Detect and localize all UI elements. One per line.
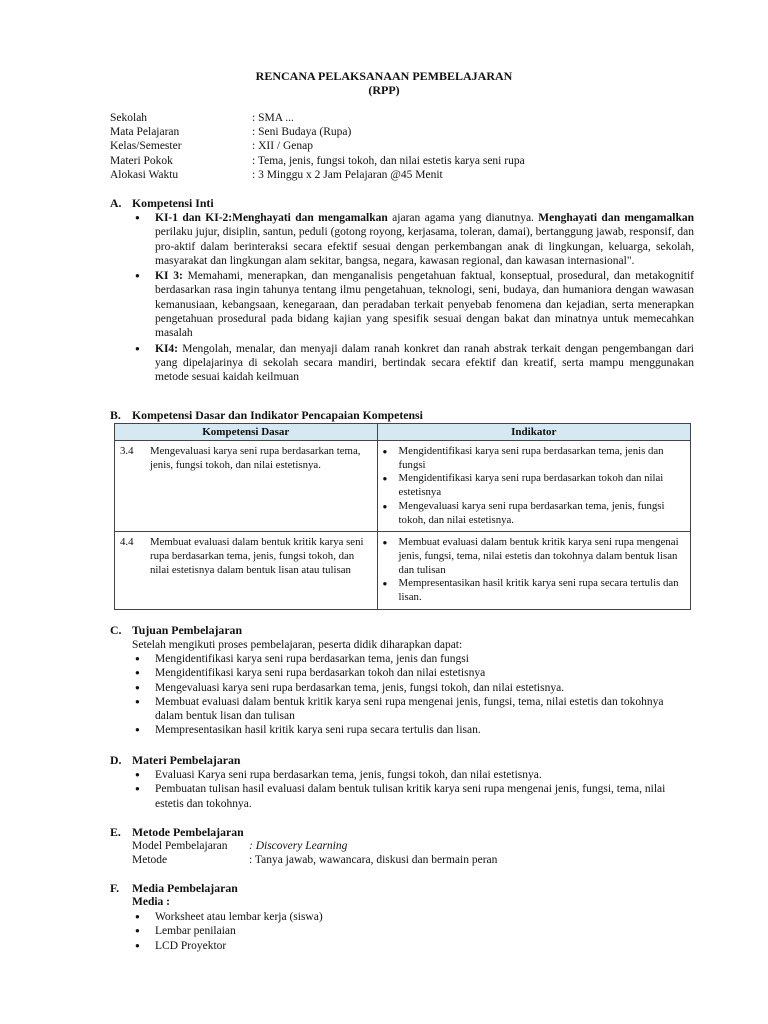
info-row <box>110 111 525 125</box>
table-header: Indikator <box>377 424 690 441</box>
tujuan-list <box>133 652 693 738</box>
metode-block <box>132 839 497 867</box>
list-item: ● LCD Proyektor <box>133 939 693 953</box>
table-header: Kompetensi Dasar <box>115 424 378 441</box>
table-cell <box>377 532 690 610</box>
list-item: ● Pembuatan tulisan hasil evaluasi dalam bentuk tulisan kritik karya seni rupa mengenai jenis, fungsi, tema, nilai estetis dan tokohnya. <box>133 782 693 811</box>
section-letter: C. <box>110 623 122 637</box>
list-item: ● Evaluasi Karya seni rupa berdasarkan tema, jenis, fungsi tokoh, dan nilai estetisnya. <box>133 768 693 782</box>
section-heading-a <box>110 196 214 211</box>
tujuan-intro: Setelah mengikuti proses pembelajaran, peserta didik diharapkan dapat: <box>132 639 463 651</box>
ki-label: KI-1 dan KI-2:Menghayati dan mengamalkan <box>155 212 388 224</box>
section-letter: A. <box>110 196 122 210</box>
table-cell <box>115 441 378 532</box>
metode-row <box>132 839 497 853</box>
table-cell <box>377 441 690 532</box>
section-heading-b <box>110 408 423 423</box>
info-label: Mata Pelajaran <box>110 126 180 139</box>
indikator-list <box>383 445 685 527</box>
info-value: : Seni Budaya (Rupa) <box>252 126 352 139</box>
table-row <box>115 532 691 610</box>
section-heading-c <box>110 623 242 638</box>
materi-list <box>133 768 693 811</box>
info-value: : SMA ... <box>252 112 294 124</box>
section-title: Materi Pembelajaran <box>132 753 241 767</box>
metode-value: : Tanya jawab, wawancara, diskusi dan bermain peran <box>249 854 498 867</box>
ki-text: perilaku jujur, disiplin, santun, peduli (gotong royong, kerjasama, toleran, damai), bertanggung jawab, responsif, dan pro-aktif dalam berinteraksi secara efektif sesuai dengan perkembangan anak di lingkungan, keluarga, sekolah, masyarakat dan lingkungan alam sekitar, bangsa, negara, kawasan regional, dan kawasan internasional". <box>155 226 694 267</box>
kd-text: Mengevaluasi karya seni rupa berdasarkan tema, jenis, fungsi tokoh, dan nilai estetisnya. <box>150 445 361 471</box>
info-row <box>110 125 525 139</box>
kompetensi-table <box>114 423 691 610</box>
info-row <box>110 168 525 182</box>
indikator-list <box>383 536 685 605</box>
ki-text: Memahami, menerapkan, dan menganalisis pengetahuan faktual, konseptual, prosedural, dan metakognitif berdasarkan rasa ingin tahunya tentang ilmu pengetahuan, teknologi, seni, budaya, dan humaniora dengan wawasan kemanusiaan, kebangsaan, kenegaraan, dan peradaban terkait penyebab fenomena dan kejadian, serta menerapkan pengetahuan prosedural pada bidang kajian yang spesifik sesuai dengan bakat dan minatnya untuk memecahkan masalah <box>155 270 695 340</box>
info-label: Kelas/Semester <box>110 140 182 153</box>
list-item: ● Membuat evaluasi dalam bentuk kritik karya seni rupa mengenai jenis, fungsi, tema, nilai estetis dan tokohnya dalam bentuk lisan dan tulisan <box>383 536 685 577</box>
metode-label: Model Pembelajaran <box>132 840 228 852</box>
ki-label: KI4: <box>155 342 178 355</box>
list-item <box>133 211 694 268</box>
section-title: Kompetensi Inti <box>132 196 214 210</box>
list-item: ● Mengidentifikasi karya seni rupa berdasarkan tema, jenis dan fungsi <box>383 445 685 472</box>
info-row <box>110 154 525 168</box>
list-item: ● Membuat evaluasi dalam bentuk kritik karya seni rupa mengenai jenis, fungsi, tema, nilai estetis dan tokohnya dalam bentuk lisan dan tulisan <box>133 695 693 724</box>
ki-text: Mengolah, menalar, dan menyaji dalam ranah konkret dan ranah abstrak terkait dengan pengembangan dari yang dipelajarinya di sekolah secara mandiri, bertindak secara efektif dan kreatif, serta mampu menggunakan metode sesuai kaidah keilmuan <box>155 342 694 384</box>
section-letter: F. <box>110 881 120 895</box>
list-item: ● Mempresentasikan hasil kritik karya seni rupa secara tertulis dan lisan. <box>383 577 685 604</box>
section-title: Media Pembelajaran <box>132 881 238 895</box>
media-subtitle: Media : <box>132 896 171 908</box>
list-item: ● Mempresentasikan hasil kritik karya seni rupa secara tertulis dan lisan. <box>133 723 693 737</box>
list-item: ● Worksheet atau lembar kerja (siswa) <box>133 910 693 924</box>
media-list <box>133 910 693 953</box>
kd-number: 3.4 <box>120 445 134 457</box>
table-cell <box>115 532 378 610</box>
identity-block <box>110 111 525 182</box>
document-title: RENCANA PELAKSANAAN PEMBELAJARAN <box>255 69 513 83</box>
section-heading-e <box>110 825 244 840</box>
ki-text: ajaran agama yang dianutnya. <box>387 212 539 224</box>
metode-value: : Discovery Learning <box>249 840 348 852</box>
kd-number: 4.4 <box>120 536 134 549</box>
table-header-row <box>115 424 691 441</box>
metode-label: Metode <box>132 854 168 867</box>
metode-row <box>132 853 497 867</box>
kd-text: Membuat evaluasi dalam bentuk kritik karya seni rupa berdasarkan tema, jenis, fungsi tokoh, dan nilai estetisnya dalam bentuk lisan atau tulisan <box>150 536 364 576</box>
section-heading-f <box>110 881 238 896</box>
ki-label: KI 3: <box>155 270 183 283</box>
section-title: Metode Pembelajaran <box>132 825 244 839</box>
info-label: Alokasi Waktu <box>110 168 179 181</box>
info-label: Materi Pokok <box>110 154 173 167</box>
section-letter: D. <box>110 753 122 767</box>
document-subtitle: (RPP) <box>368 83 400 97</box>
info-value: : XII / Genap <box>252 140 313 153</box>
list-item: ● Mengevaluasi karya seni rupa berdasarkan tema, jenis, fungsi tokoh, dan nilai estetisnya. <box>133 681 693 695</box>
section-letter: B. <box>110 408 121 422</box>
info-label: Sekolah <box>110 112 148 124</box>
kompetensi-inti-list <box>133 211 694 385</box>
list-item: ● Lembar penilaian <box>133 924 693 938</box>
list-item: ● Mengevaluasi karya seni rupa berdasarkan tema, jenis, fungsi tokoh, dan nilai estetisnya. <box>383 500 685 527</box>
list-item <box>133 342 694 385</box>
section-letter: E. <box>110 825 121 839</box>
info-value: : Tema, jenis, fungsi tokoh, dan nilai estetis karya seni rupa <box>252 154 525 167</box>
list-item: ● Mengidentifikasi karya seni rupa berdasarkan tokoh dan nilai estetisnya <box>133 666 693 680</box>
section-heading-d <box>110 753 240 768</box>
info-row <box>110 139 525 153</box>
list-item <box>133 269 694 340</box>
ki-emphasis: Menghayati dan mengamalkan <box>538 212 694 224</box>
list-item: ● Mengidentifikasi karya seni rupa berdasarkan tema, jenis dan fungsi <box>133 652 693 666</box>
section-title: Kompetensi Dasar dan Indikator Pencapaian Kompetensi <box>132 408 423 422</box>
info-value: : 3 Minggu x 2 Jam Pelajaran @45 Menit <box>252 168 443 181</box>
list-item: ● Mengidentifikasi karya seni rupa berdasarkan tokoh dan nilai estetisnya <box>383 472 685 499</box>
section-title: Tujuan Pembelajaran <box>132 623 243 637</box>
table-row <box>115 441 691 532</box>
